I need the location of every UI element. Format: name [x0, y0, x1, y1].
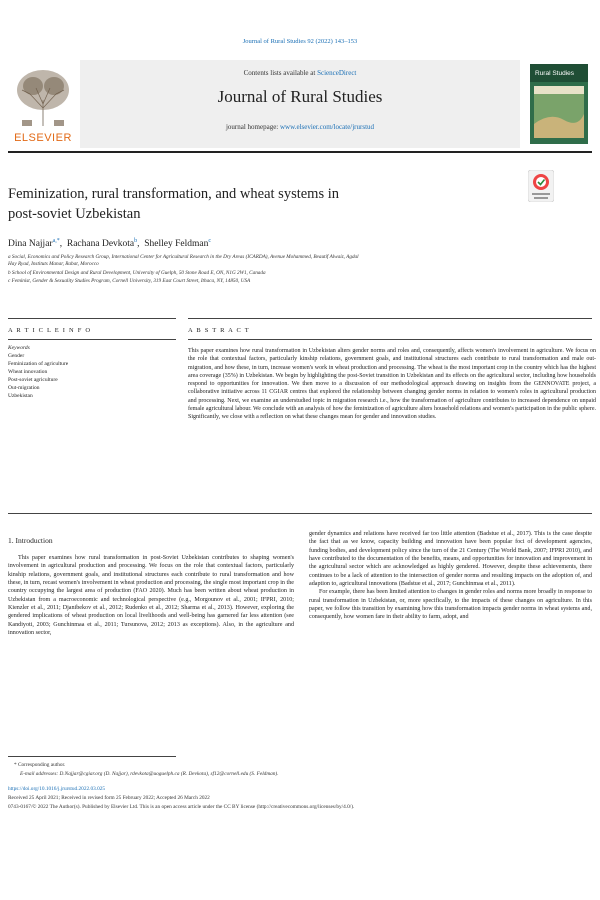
running-header[interactable]: Journal of Rural Studies 92 (2022) 143–153	[242, 38, 358, 45]
affiliation-b: b School of Environmental Design and Rural Development, University of Guelph, 50 Stone Road E, ON, N1G 2W1, Canada	[8, 270, 266, 276]
affiliation-a-cont: Hay Ryad, Instituts Manar, Rabat, Morocco	[8, 261, 99, 267]
check-for-updates-badge[interactable]	[528, 170, 554, 202]
masthead-rule	[8, 151, 592, 153]
journal-masthead	[8, 60, 592, 150]
author-name[interactable]: Dina Najjar	[8, 239, 53, 250]
abstract-text: This paper examines how rural transformation in Uzbekistan alters gender norms and roles and, consequently, affects women's involvement in agriculture. We focus on the role that contextual factors, particularly kinship relations, government goals, and institutional structures each contribute to rural transformation and male out-migration, and how these, in turn, increase women's work in wheat production and processing. The wheat is the most important crop in the country which has the highest area coverage (35%) in Uzbekistan. We begin by highlighting the post-Soviet transition in Uzbekistan and its effects on the agricultural sector, including how households respond to opportunities for innovation. We then move to a discussion of our methodological approach drawing on insights from the GENNOVATE project, a collaborative initiative across 11 CGIAR centres that explored the relationship between changing gender norms in relation to women's roles in agricultural production and processing. Next, we examine an understudied topic in migration research i.e., how the transformation of agriculture contributes to increased dependence on unpaid female agricultural labour. We conclude with an analysis of how the feminization of agriculture alters household relations and women's participation in the public sphere. Significantly, we close with a reflection on what these changes mean for gender and innovation studies.	[188, 348, 596, 421]
keywords-heading: Keywords	[8, 345, 30, 351]
corresponding-author-note: * Corresponding author.	[14, 762, 66, 768]
journal-name: Journal of Rural Studies	[217, 87, 383, 106]
abstract-rule	[188, 318, 592, 319]
cover-title: Rural Studies	[535, 70, 575, 77]
affiliation-c: c Feminist, Gender & Sexuality Studies Program, Cornell University, 319 East Court Street, Ithaca, NY, 14850, USA	[8, 278, 251, 284]
journal-cover-thumbnail[interactable]	[530, 64, 588, 144]
elsevier-wordmark: ELSEVIER	[14, 132, 72, 144]
elsevier-tree-icon	[8, 60, 78, 132]
sciencedirect-link[interactable]: ScienceDirect	[317, 69, 357, 77]
paragraph: gender dynamics and relations have received far too little attention (Badstue et al., 2017). This is the case despite the fact that as we know, capacity building and innovation have been popular foci of development agencies, funding bodies, and development policy since the turn of the 21 Century (The World Bank, 2007; IFPRI 2010), and have contributed to the documentation of the benefits, means, and opportunities for innovation and improvement in the agricultural sector which are acknowledged as highly gendered. However, despite these achievements, there continues to be a lack of attention to the intersection of gender norms and resulting impacts on the adoption of, and adaption to, agricultural innovations (Badstue et al., 2017; Gunchinmaa et al., 2011).	[309, 531, 592, 588]
body-column-right	[309, 530, 592, 622]
article-info-rule	[8, 318, 176, 319]
article-info-heading: A R T I C L E I N F O	[8, 327, 92, 334]
keyword: Wheat innovation	[8, 369, 48, 375]
journal-homepage-line: journal homepage: www.elsevier.com/locate/jrurstud	[225, 123, 375, 131]
author-name[interactable]: Shelley Feldman	[144, 239, 209, 250]
keyword: Out-migration	[8, 385, 40, 391]
contents-available-line: Contents lists available at ScienceDirect	[243, 69, 357, 77]
abstract-heading: A B S T R A C T	[188, 327, 250, 334]
author-name[interactable]: Rachana Devkota	[66, 239, 135, 250]
abstract-rule-2	[188, 339, 592, 340]
footnote-rule	[8, 756, 176, 757]
body-column-left	[8, 554, 294, 637]
article-title: Feminization, rural transformation, and wheat systems in post-soviet Uzbekistan	[8, 186, 340, 222]
elsevier-logo	[8, 60, 78, 150]
email-addresses: E-mail addresses: D.Najjar@cgiar.org (D. Najjar), rdevkota@uoguelph.ca (R. Devkota), sf12@cornell.edu (S. Feldman).	[20, 771, 279, 777]
journal-homepage-link[interactable]: www.elsevier.com/locate/jrurstud	[280, 123, 375, 131]
paragraph: For example, there has been limited attention to changes in gender roles and norms more broadly in response to rural transformation in Uzbekistan, or, more specifically, to the impacts of these changes on agriculture. In this paper, we follow this transition by examining how this transformation impacts gender norms in wheat systems and, consequently, how women fare in their ability to farm, adopt, and	[309, 589, 592, 621]
article-info-rule-2	[8, 339, 176, 340]
keyword: Post-soviet agriculture	[8, 377, 58, 383]
affiliation-a: a Social, Economics and Policy Research Group, International Center for Agricultural Research in the Dry Areas (ICARDA), Avenue Mohammed, Beautif Alwaiz, Agdal	[8, 254, 359, 260]
author-list: Dina Najjar$^{a,*}$, Rachana Devkota$^b$, Shelley Feldman$^c$	[8, 238, 212, 250]
paragraph: This paper examines how rural transformation in post-Soviet Uzbekistan contributes to shaping women's involvement in agricultural production and processing. We focus on the role that contextual factors, particularly kinship relations, government goals, and institutional structures each contribute to rural transformation and how these, in turn, recast women's involvement in wheat production and processing, the single most important crop in the country occupying the largest area of production (FAO 2020). Much has been written about wheat production in Uzbekistan from a macroeconomic and technological perspective (e.g., Morgounov et al., 2001; IFPRI, 2010; Kienzler et al., 2011; Djanibekov et al., 2012; Rudenko et al., 2012; Sharma et al., 2013). However, exploring the gendered implications of wheat production on local livelihoods and well-being has garnered far less attention (see Kandiyoti, 2003; Gunchinmaa et al., 2011; Tursunova, 2012; 2013 as exceptions). Also, in the agriculture and innovation sector,	[8, 555, 294, 637]
keyword: Gender	[8, 353, 25, 359]
keyword: Feminization of agriculture	[8, 361, 69, 367]
received-dates: Received 25 April 2021; Received in revised form 25 February 2022; Accepted 26 March 2022	[8, 795, 210, 801]
section-heading-introduction: 1. Introduction	[8, 536, 53, 545]
keyword: Uzbekistan	[8, 393, 33, 399]
license-line: 0743-0167/© 2022 The Author(s). Published by Elsevier Ltd. This is an open access article under the CC BY license (http://creativecommons.org/licenses/by/4.0/).	[8, 804, 355, 810]
abstract-end-rule	[8, 513, 592, 514]
crossmark-icon	[528, 170, 554, 202]
doi-link[interactable]: https://doi.org/10.1016/j.jrurstud.2022.03.025	[8, 786, 106, 792]
masthead-center	[80, 60, 520, 148]
